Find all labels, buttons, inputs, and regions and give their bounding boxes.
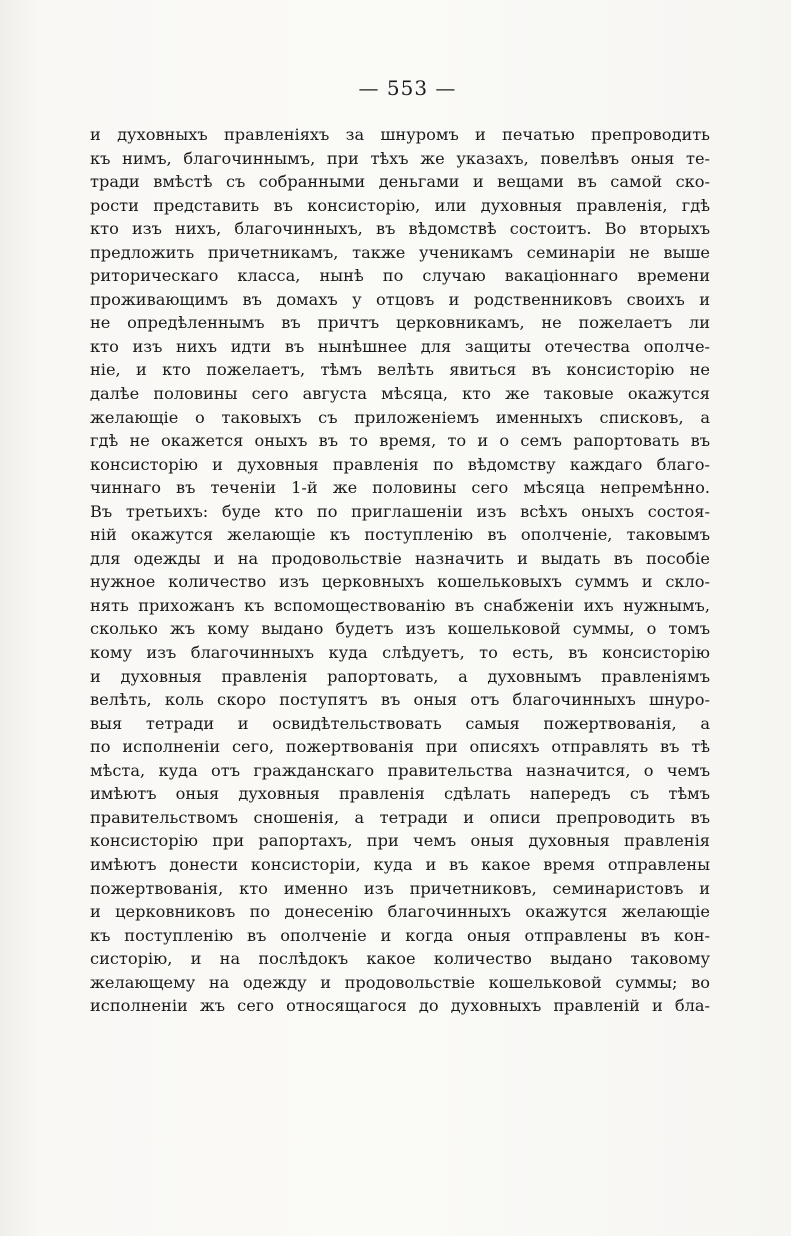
text-line: предложить причетникамъ, также ученикамъ семинаріи не выше: [90, 242, 710, 262]
text-line: гдѣ не окажется оныхъ въ то время, то и о семъ рапортовать въ: [90, 431, 710, 451]
text-line: къ нимъ, благочиннымъ, при тѣхъ же указахъ, повелѣвъ оныя те-: [90, 148, 710, 168]
text-line: чиннаго въ теченіи 1-й же половины сего мѣсяца непремѣнно.: [90, 478, 710, 498]
text-line: велѣть, коль скоро поступятъ въ оныя отъ благочинныхъ шнуро-: [90, 690, 710, 710]
text-line: по исполненіи сего, пожертвованія при описяхъ отправлять въ тѣ: [90, 737, 710, 757]
text-line: нять прихожанъ къ вспомоществованію въ снабженіи ихъ нужнымъ,: [90, 595, 710, 615]
text-line: кто изъ нихъ, благочинныхъ, въ вѣдомствѣ состоитъ. Во вторыхъ: [90, 219, 710, 239]
text-line: рости представить въ консисторію, или духовныя правленія, гдѣ: [90, 195, 710, 215]
text-line: Въ третьихъ: буде кто по приглашеніи изъ всѣхъ оныхъ состоя-: [90, 501, 710, 521]
text-line: ній окажутся желающіе къ поступленію въ ополченіе, таковымъ: [90, 525, 710, 545]
text-line: желающіе о таковыхъ съ приложеніемъ именныхъ списковъ, а: [90, 407, 710, 427]
text-line: риторическаго класса, нынѣ по случаю вакаціоннаго времени: [90, 266, 710, 286]
text-line: сколько жъ кому выдано будетъ изъ кошельковой суммы, о томъ: [90, 619, 710, 639]
text-line: пожертвованія, кто именно изъ причетниковъ, семинаристовъ и: [90, 878, 710, 898]
text-line: не опредѣленнымъ въ причтъ церковникамъ, не пожелаетъ ли: [90, 313, 710, 333]
text-line: желающему на одежду и продовольствіе кошельковой суммы; во: [90, 972, 710, 992]
text-line: консисторію при рапортахъ, при чемъ оныя духовныя правленія: [90, 831, 710, 851]
text-line: выя тетради и освидѣтельствовать самыя пожертвованія, а: [90, 713, 710, 733]
text-line: для одежды и на продовольствіе назначить и выдать въ пособіе: [90, 548, 710, 568]
text-line: и церковниковъ по донесенію благочинныхъ окажутся желающіе: [90, 902, 710, 922]
page-number: — 553 —: [358, 76, 457, 100]
text-line: далѣе половины сего августа мѣсяца, кто же таковые окажутся: [90, 384, 710, 404]
text-line: кому изъ благочинныхъ куда слѣдуетъ, то есть, въ консисторію: [90, 643, 710, 663]
text-line: кто изъ нихъ идти въ нынѣшнее для защиты отечества ополче-: [90, 336, 710, 356]
text-line: ніе, и кто пожелаетъ, тѣмъ велѣть явиться въ консисторію не: [90, 360, 710, 380]
text-line: и духовныхъ правленіяхъ за шнуромъ и печатью препроводить: [90, 125, 710, 144]
text-line: имѣютъ донести консисторіи, куда и въ какое время отправлены: [90, 854, 710, 874]
text-line: консисторію и духовныя правленія по вѣдомству каждаго благо-: [90, 454, 710, 474]
text-line: нужное количество изъ церковныхъ кошельковыхъ суммъ и скло-: [90, 572, 710, 592]
text-line: исполненіи жъ сего относящагося до духовныхъ правленій и бла-: [90, 996, 710, 1016]
text-line: и духовныя правленія рапортовать, а духовнымъ правленіямъ: [90, 666, 710, 686]
text-line: къ поступленію въ ополченіе и когда оныя отправлены въ кон-: [90, 925, 710, 945]
text-line: систорію, и на послѣдокъ какое количество выдано таковому: [90, 949, 710, 969]
body-text: [90, 123, 710, 1018]
text-line: проживающимъ въ домахъ у отцовъ и родственниковъ своихъ и: [90, 289, 710, 309]
text-line: имѣютъ оныя духовныя правленія сдѣлать напередъ съ тѣмъ: [90, 784, 710, 804]
text-line: правительствомъ сношенія, а тетради и описи препроводить въ: [90, 807, 710, 827]
text-line: мѣста, куда отъ гражданскаго правительства назначится, о чемъ: [90, 760, 710, 780]
text-line: тради вмѣстѣ съ собранными деньгами и вещами въ самой ско-: [90, 172, 710, 192]
